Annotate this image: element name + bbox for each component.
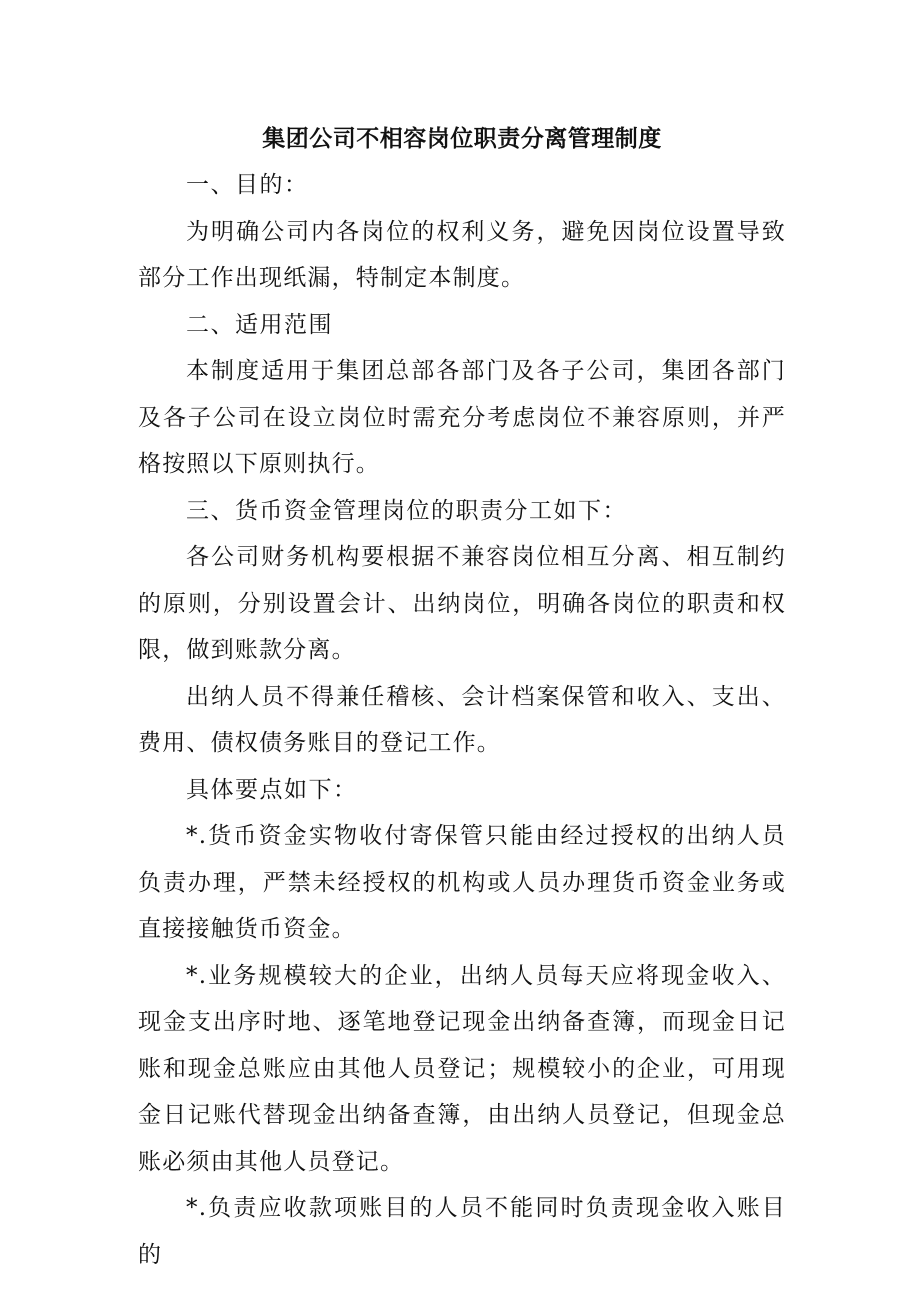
section-heading-purpose: 一、目的： <box>186 172 309 198</box>
document-title: 集团公司不相容岗位职责分离管理制度 <box>262 125 662 152</box>
paragraph-purpose: 为明确公司内各岗位的权利义务，避免因岗位设置导致部分工作出现纸漏，特制定本制度。 <box>138 218 786 291</box>
paragraph-key-points-intro: 具体要点如下： <box>186 776 358 803</box>
paragraph-scope: 本制度适用于集团总部各部门及各子公司，集团各部门及各子公司在设立岗位时需充分考虑岗位不兼容原则，并严格按照以下原则执行。 <box>138 358 786 477</box>
document-page <box>138 116 786 1278</box>
bullet-point-3: *.负责应收款项账目的人员不能同时负责现金收入账目的 <box>138 1195 786 1268</box>
paragraph-cashier-restrictions: 出纳人员不得兼任稽核、会计档案保管和收入、支出、费用、债权债务账目的登记工作。 <box>138 683 786 756</box>
bullet-point-1: *.货币资金实物收付寄保管只能由经过授权的出纳人员负责办理，严禁未经授权的机构或人员办理货币资金业务或直接接触货币资金。 <box>138 823 786 942</box>
paragraph-finance-separation: 各公司财务机构要根据不兼容岗位相互分离、相互制约的原则，分别设置会计、出纳岗位，明确各岗位的职责和权限，做到账款分离。 <box>138 544 786 663</box>
section-heading-scope: 二、适用范围 <box>186 311 333 338</box>
bullet-point-2: *.业务规模较大的企业，出纳人员每天应将现金收入、现金支出序时地、逐笔地登记现金出纳备查簿，而现金日记账和现金总账应由其他人员登记；规模较小的企业，可用现金日记账代替现金出纳备查簿，由出纳人员登记，但现金总账必须由其他人员登记。 <box>138 962 786 1175</box>
section-heading-cash-management: 三、货币资金管理岗位的职责分工如下： <box>186 497 627 524</box>
